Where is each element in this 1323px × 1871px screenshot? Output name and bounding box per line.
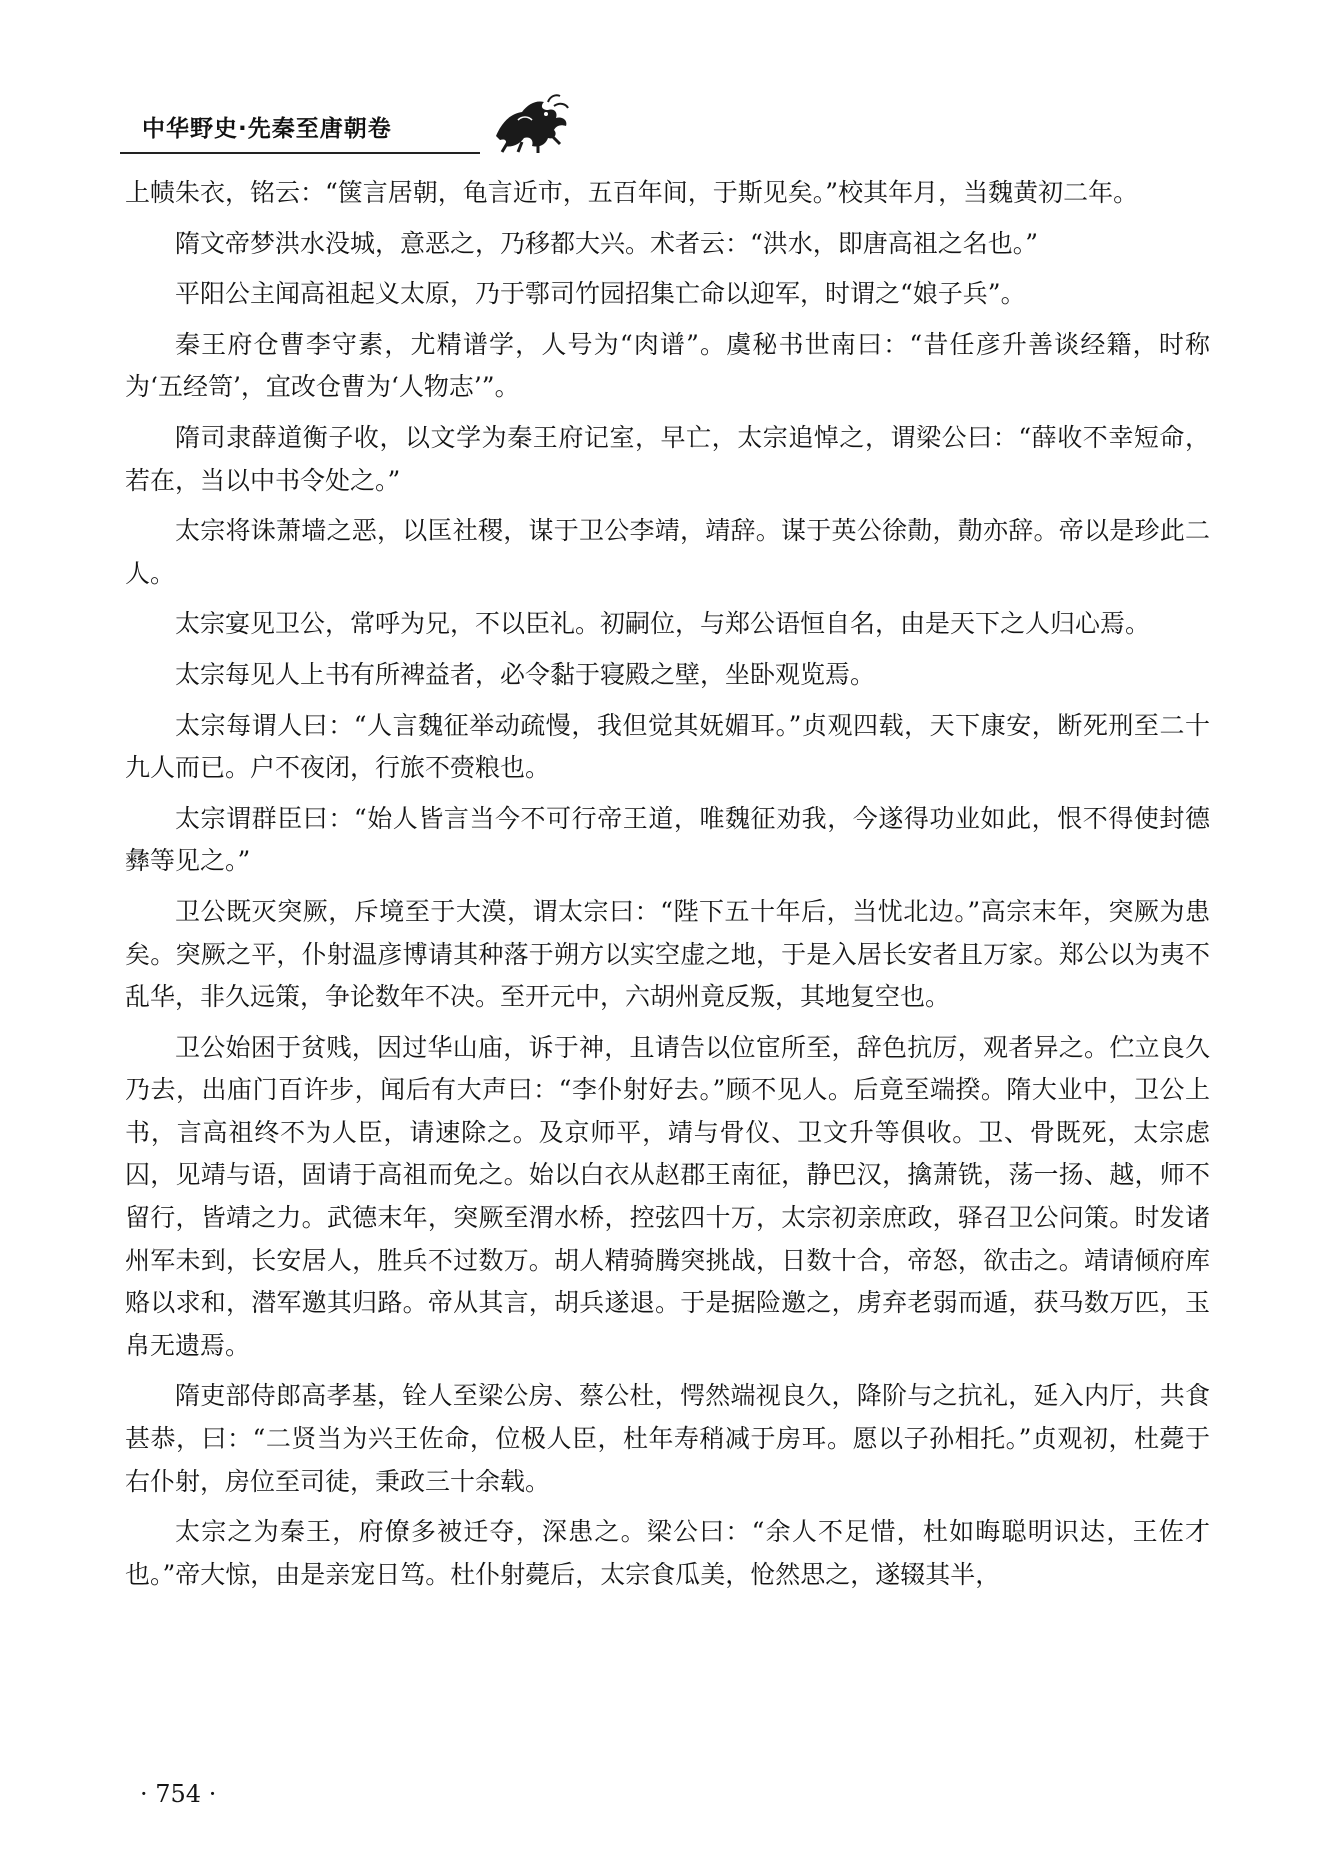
paragraph: 秦王府仓曹李守素，尤精谱学，人号为“肉谱”。虞秘书世南曰：“昔任彦升善谈经籍，时称为‘五经笥’，宜改仓曹为‘人物志’”。 <box>125 329 1210 402</box>
paragraph: 平阳公主闻高祖起义太原，乃于鄠司竹园招集亡命以迎军，时谓之“娘子兵”。 <box>175 279 1026 309</box>
header-rule <box>120 152 480 154</box>
paragraph: 太宗宴见卫公，常呼为兄，不以臣礼。初嗣位，与郑公语恒自名，由是天下之人归心焉。 <box>175 609 1151 639</box>
paragraph: 隋文帝梦洪水没城，意恶之，乃移都大兴。术者云：“洪水，即唐高祖之名也。” <box>175 228 1039 258</box>
body-text <box>125 172 1210 1604</box>
book-title: 中华野史·先秦至唐朝卷 <box>142 116 392 142</box>
paragraph: 太宗之为秦王，府僚多被迁夺，深患之。梁公曰：“余人不足惜，杜如晦聪明识达，王佐才也。”帝大惊，由是亲宠日笃。杜仆射薨后，太宗食瓜美，怆然思之，遂辍其半， <box>125 1517 1210 1589</box>
paragraph: 太宗每谓人曰：“人言魏征举动疏慢，我但觉其妩媚耳。”贞观四载，天下康安，断死刑至二十九人而已。户不夜闭，行旅不赍粮也。 <box>125 710 1210 783</box>
paragraph: 太宗每见人上书有所裨益者，必令黏于寝殿之壁，坐卧观览焉。 <box>175 659 876 689</box>
paragraph: 隋司隶薛道衡子收，以文学为秦王府记室，早亡，太宗追悼之，谓梁公曰：“薛收不幸短命，若在，当以中书令处之。” <box>125 422 1210 495</box>
paragraph: 卫公始困于贫贱，因过华山庙，诉于神，且请告以位宦所至，辞色抗厉，观者异之。伫立良久乃去，出庙门百许步，闻后有大声曰：“李仆射好去。”顾不见人。后竟至端揆。隋大业中，卫公上书，言高祖终不为人臣，请速除之。及京师平，靖与骨仪、卫文升等俱收。卫、骨既死，太宗虑囚，见靖与语，固请于高祖而免之。始以白衣从赵郡王南征，静巴汉，擒萧铣，荡一扬、越，师不留行，皆靖之力。武德末年，突厥至渭水桥，控弦四十万，太宗初亲庶政，驿召卫公问策。时发诸州军未到，长安居人，胜兵不过数万。胡人精骑腾突挑战，日数十合，帝怒，欲击之。靖请倾府库赂以求和，潜军邀其归路。帝从其言，胡兵遂退。于是据险邀之，虏弃老弱而遁，获马数万匹，玉帛无遗焉。 <box>125 1032 1210 1360</box>
paragraph: 隋吏部侍郎高孝基，铨人至梁公房、蔡公杜，愕然端视良久，降阶与之抗礼，延入内厅，共食甚恭，曰：“二贤当为兴王佐命，位极人臣，杜年寿稍减于房耳。愿以子孙相托。”贞观初，杜薨于右仆射，房位至司徒，秉政三十余载。 <box>125 1381 1210 1496</box>
running-header <box>120 92 1220 152</box>
paragraph: 卫公既灭突厥，斥境至于大漠，谓太宗曰：“陛下五十年后，当忧北边。”高宗末年，突厥为患矣。突厥之平，仆射温彦博请其种落于朔方以实空虚之地，于是入居长安者且万家。郑公以为夷不乱华，非久远策，争论数年不决。至开元中，六胡州竟反叛，其地复空也。 <box>125 896 1210 1012</box>
paragraph: 太宗谓群臣曰：“始人皆言当今不可行帝王道，唯魏征劝我，今遂得功业如此，恨不得使封德彝等见之。” <box>125 803 1210 876</box>
page-number: · 754 · <box>140 1780 217 1808</box>
paragraph: 太宗将诛萧墙之恶，以匡社稷，谋于卫公李靖，靖辞。谋于英公徐勣，勣亦辞。帝以是珍此二人。 <box>125 516 1210 588</box>
paragraph: 上帻朱衣，铭云：“箧言居朝，龟言近市，五百年间，于斯见矣。”校其年月，当魏黄初二年。 <box>125 178 1139 207</box>
dragon-logo-icon <box>488 92 574 154</box>
